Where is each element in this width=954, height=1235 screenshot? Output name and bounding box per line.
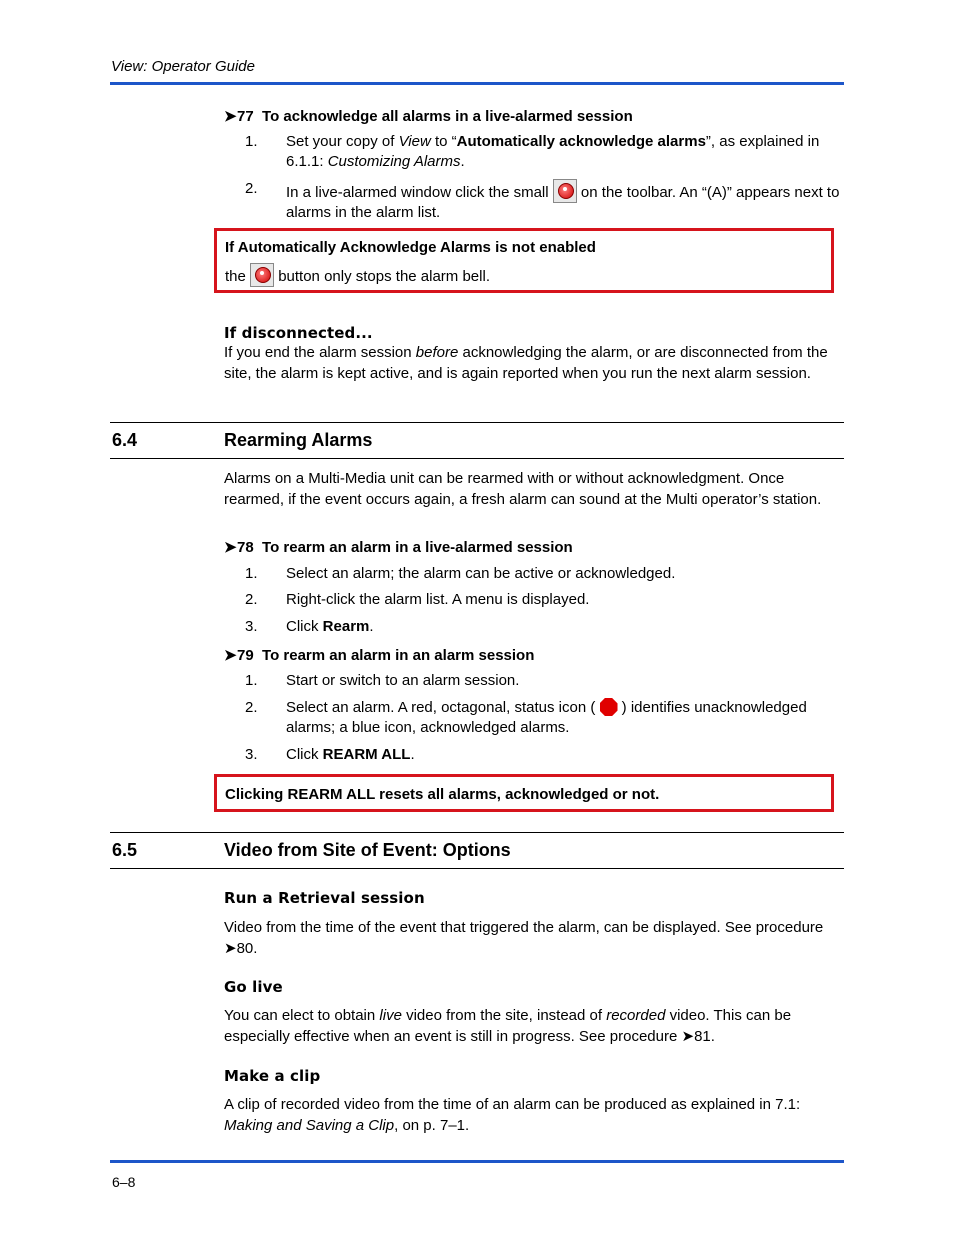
section-intro: Alarms on a Multi-Media unit can be rearmed with or without acknowledgment. Once rearmed, if the event occurs again, a fresh alarm can sound at the Multi operator’s station. <box>224 470 822 508</box>
golive-text: You can elect to obtain live video from the site, instead of recorded video. This can be especially effective when an event is still in progress. See procedure ➤81. <box>224 1007 792 1045</box>
procedure-arrow-icon: ➤ <box>224 647 237 664</box>
step-number: 2. <box>245 591 258 608</box>
step-number: 3. <box>245 746 258 763</box>
procedure-arrow-icon: ➤ <box>681 1027 695 1045</box>
procedure-77-heading: ➤77 To acknowledge all alarms in a live-alarmed session <box>224 108 633 125</box>
footer-rule <box>110 1160 844 1163</box>
note-title: If Automatically Acknowledge Alarms is not enabled <box>225 239 596 256</box>
step-text: Select an alarm; the alarm can be active or acknowledged. <box>286 565 676 582</box>
section-title: Video from Site of Event: Options <box>224 840 511 860</box>
clip-text: A clip of recorded video from the time of an alarm can be produced as explained in 7.1: Making and Saving a Clip, on p. 7–1. <box>224 1096 801 1134</box>
step-number: 1. <box>245 133 258 150</box>
section-rule <box>110 832 844 833</box>
step-number: 1. <box>245 565 258 582</box>
section-rule <box>110 868 844 869</box>
golive-heading: Go live <box>224 978 283 996</box>
header-rule <box>110 82 844 85</box>
procedure-arrow-icon: ➤ <box>224 939 237 957</box>
note-box-rearm <box>214 774 834 812</box>
procedure-79-heading: ➤79 To rearm an alarm in an alarm session <box>224 647 535 664</box>
procedure-78-heading: ➤78 To rearm an alarm in a live-alarmed session <box>224 539 573 556</box>
procedure-arrow-icon: ➤ <box>224 108 237 125</box>
step-text: Select an alarm. A red, octagonal, status icon ( ) identifies unacknowledged alarms; a blue icon, acknowledged alarms. <box>286 699 807 736</box>
step-text: Set your copy of View to “Automatically acknowledge alarms”, as explained in 6.1.1: Customizing Alarms. <box>286 133 820 170</box>
running-header: View: Operator Guide <box>111 58 255 75</box>
step-number: 2. <box>245 180 258 197</box>
note-text: Clicking REARM ALL resets all alarms, acknowledged or not. <box>225 786 660 803</box>
page-number: 6–8 <box>112 1174 136 1190</box>
status-octagon-icon <box>600 698 618 716</box>
section-title: Rearming Alarms <box>224 430 373 450</box>
disconnected-heading: If disconnected... <box>224 324 373 342</box>
step-text: In a live-alarmed window click the small on the toolbar. An “(A)” appears next to alarms in the alarm list. <box>286 179 841 223</box>
section-number: 6.5 <box>112 840 138 860</box>
step-number: 3. <box>245 618 258 635</box>
step-text: Right-click the alarm list. A menu is displayed. <box>286 591 590 608</box>
clip-heading: Make a clip <box>224 1067 321 1085</box>
disconnected-text: If you end the alarm session before acknowledging the alarm, or are disconnected from the site, the alarm is kept active, and is again reported when you run the next alarm session. <box>224 344 828 382</box>
step-number: 2. <box>245 699 258 716</box>
note-box-acknowledge <box>214 228 834 293</box>
step-number: 1. <box>245 672 258 689</box>
retrieval-heading: Run a Retrieval session <box>224 889 425 907</box>
procedure-arrow-icon: ➤ <box>224 539 237 556</box>
retrieval-text: Video from the time of the event that triggered the alarm, can be displayed. See procedure ➤80. <box>224 919 824 957</box>
note-text: the button only stops the alarm bell. <box>225 263 490 287</box>
section-number: 6.4 <box>112 430 138 450</box>
acknowledge-alarm-icon <box>250 263 274 287</box>
section-rule <box>110 422 844 423</box>
step-text: Start or switch to an alarm session. <box>286 672 520 689</box>
section-rule <box>110 458 844 459</box>
step-text: Click Rearm. <box>286 618 374 635</box>
step-text: Click REARM ALL. <box>286 746 415 763</box>
acknowledge-alarm-icon <box>553 179 577 203</box>
